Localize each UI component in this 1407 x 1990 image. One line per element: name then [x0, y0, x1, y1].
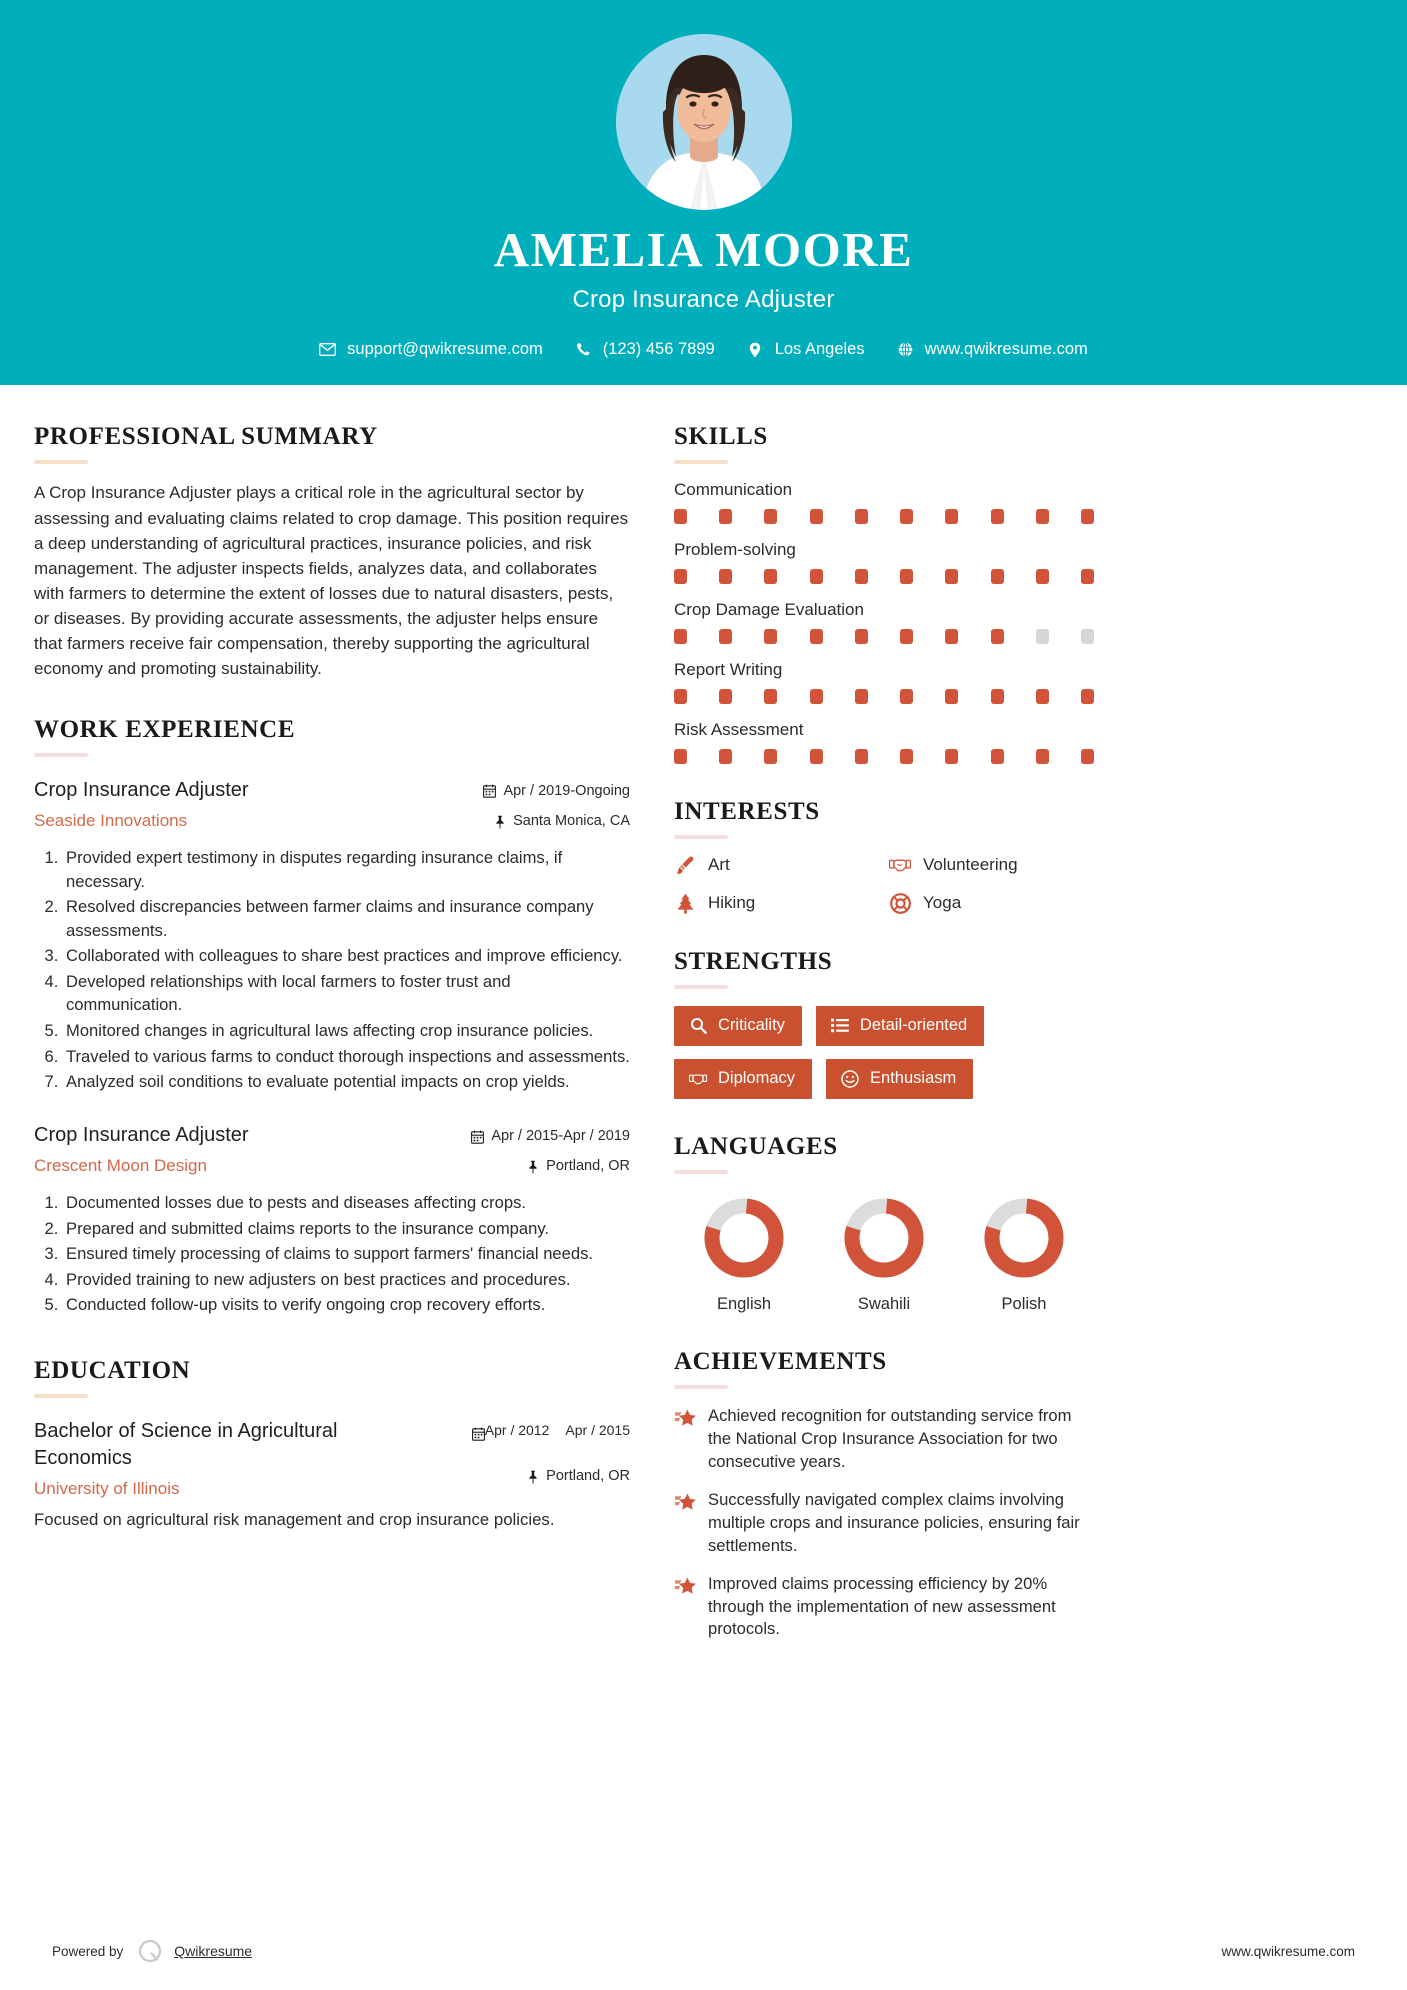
- language-label: Swahili: [857, 1295, 911, 1314]
- bullet-item: 5. Conducted follow-up visits to verify ongoing crop recovery efforts.: [63, 1293, 630, 1317]
- strength-chip-enthusiasm[interactable]: [826, 1059, 973, 1099]
- education-degree: Bachelor of Science in Agricultural Economics: [34, 1420, 338, 1470]
- strength-chip-diplomacy[interactable]: [674, 1059, 812, 1099]
- bullet-item: 1. Documented losses due to pests and diseases affecting crops.: [63, 1191, 630, 1215]
- contact-location-text: Los Angeles: [774, 340, 865, 359]
- achievement-item: [674, 1405, 1094, 1474]
- left-column: [34, 423, 630, 1914]
- education-heading: EDUCATION: [34, 1357, 191, 1385]
- star-badge-icon: [674, 1576, 696, 1598]
- education-location-text: Portland, OR: [546, 1468, 630, 1485]
- strengths-heading: STRENGTHS: [674, 948, 833, 976]
- section-achievements: [674, 1348, 1094, 1641]
- work-heading: WORK EXPERIENCE: [34, 715, 296, 743]
- strength-chip-criticality[interactable]: [674, 1006, 802, 1046]
- interest-label: Volunteering: [923, 855, 1018, 875]
- resume-header: [0, 0, 1407, 385]
- language-donut-chart: [964, 1194, 1084, 1282]
- bullet-item: 2. Prepared and submitted claims reports to the insurance company.: [63, 1217, 630, 1241]
- skill-label: Problem-solving: [674, 540, 796, 560]
- skill-item: [674, 600, 1094, 644]
- job-bullets: [34, 1191, 630, 1317]
- pushpin-icon: [493, 815, 506, 829]
- tree-icon: [674, 892, 696, 914]
- skill-rating-dots: [674, 509, 1094, 524]
- summary-text: A Crop Insurance Adjuster plays a critical role in the agricultural sector by assessing and evaluating claims related to crop damage. This position requires a deep understanding of agricultural practices, insurance policies, and risk management. The adjuster inspects fields, analyzes data, and collaborates with farmers to determine the extent of losses due to natural disasters, pests, or diseases. By providing accurate assessments, the adjuster helps ensure that farmers receive fair compensation, thereby supporting the agricultural economy and promoting sustainability.: [34, 483, 629, 679]
- skill-item: [674, 540, 1094, 584]
- skill-item: [674, 660, 1094, 704]
- skill-dot-filled: [810, 689, 823, 704]
- skill-dot-filled: [1036, 569, 1049, 584]
- skill-dot-filled: [810, 749, 823, 764]
- language-donut-chart: [684, 1194, 804, 1282]
- job-location: [415, 811, 630, 833]
- avatar-photo-icon: [616, 34, 792, 210]
- interest-item: [889, 892, 1094, 914]
- language-label: English: [716, 1295, 772, 1314]
- skill-dot-filled: [719, 569, 732, 584]
- skill-dot-filled: [991, 749, 1004, 764]
- skill-dot-filled: [855, 629, 868, 644]
- achievement-item: [674, 1489, 1094, 1558]
- skill-dot-filled: [674, 509, 687, 524]
- summary-heading: PROFESSIONAL SUMMARY: [34, 423, 378, 451]
- contact-website-text: www.qwikresume.com: [924, 340, 1088, 359]
- section-work-experience: [34, 716, 630, 1317]
- interest-label: Hiking: [708, 893, 756, 913]
- contact-location: [747, 340, 865, 359]
- skill-dot-filled: [719, 689, 732, 704]
- skill-dot-filled: [855, 689, 868, 704]
- skill-rating-dots: [674, 569, 1094, 584]
- job-title: Crop Insurance Adjuster: [34, 1123, 249, 1146]
- page-title: AMELIA MOORE: [493, 222, 914, 277]
- resume-body: [0, 385, 1407, 1914]
- interest-item: [889, 854, 1094, 876]
- qwikresume-logo-icon: [137, 1938, 163, 1964]
- skill-dot-filled: [855, 509, 868, 524]
- powered-by-label: Powered by: [52, 1943, 124, 1959]
- paintbrush-icon: [674, 854, 696, 876]
- skill-dot-filled: [855, 749, 868, 764]
- strength-label: Diplomacy: [718, 1069, 796, 1088]
- envelope-icon: [319, 341, 336, 358]
- language-item: [964, 1194, 1084, 1314]
- achievement-text: Successfully navigated complex claims involving multiple crops and insurance policies, ensuring fair settlements.: [708, 1490, 1080, 1555]
- skill-dot-filled: [945, 689, 958, 704]
- skill-label: Communication: [674, 480, 793, 500]
- job-dates: [415, 781, 630, 803]
- bullet-item: 4. Developed relationships with local farmers to foster trust and communication.: [63, 970, 630, 1017]
- skill-item: [674, 480, 1094, 524]
- skill-dot-filled: [991, 509, 1004, 524]
- skill-dot-filled: [900, 689, 913, 704]
- section-skills: [674, 423, 1094, 764]
- section-interests: [674, 798, 1094, 914]
- search-icon: [689, 1017, 707, 1035]
- skill-dot-filled: [674, 569, 687, 584]
- education-description: Focused on agricultural risk management and crop insurance policies.: [34, 1510, 555, 1530]
- section-languages: [674, 1133, 1094, 1314]
- job-location: [415, 1156, 630, 1178]
- skill-dot-filled: [991, 629, 1004, 644]
- job-dates: [415, 1126, 630, 1148]
- star-badge-icon: [674, 1408, 696, 1430]
- skill-dot-filled: [764, 749, 777, 764]
- skill-dot-filled: [719, 509, 732, 524]
- education-entry: [34, 1418, 630, 1532]
- language-donut-chart: [824, 1194, 944, 1282]
- skill-dot-filled: [810, 509, 823, 524]
- interest-label: Yoga: [923, 893, 962, 913]
- powered-by: [52, 1938, 252, 1964]
- bullet-item: 1. Provided expert testimony in disputes regarding insurance claims, if necessary.: [63, 846, 630, 893]
- bullet-item: 2. Resolved discrepancies between farmer claims and insurance company assessments.: [63, 895, 630, 942]
- work-entry: [34, 777, 630, 1094]
- strength-label: Detail-oriented: [859, 1016, 968, 1035]
- section-divider: [674, 460, 728, 464]
- skill-dot-filled: [900, 569, 913, 584]
- lifebuoy-icon: [889, 892, 911, 914]
- skill-rating-dots: [674, 629, 1094, 644]
- contact-website[interactable]: [897, 340, 1088, 359]
- skill-dot-filled: [719, 629, 732, 644]
- skill-dot-empty: [1081, 629, 1094, 644]
- interest-item: [674, 854, 879, 876]
- section-divider: [674, 835, 728, 839]
- section-strengths: [674, 948, 1094, 1099]
- footer-url[interactable]: www.qwikresume.com: [1221, 1943, 1355, 1959]
- interests-heading: INTERESTS: [674, 798, 820, 826]
- bullet-item: 3. Collaborated with colleagues to share best practices and improve efficiency.: [63, 944, 630, 968]
- star-badge-icon: [674, 1492, 696, 1514]
- education-school: University of Illinois: [34, 1479, 180, 1499]
- section-education: [34, 1357, 630, 1532]
- calendar-icon: [471, 1130, 484, 1144]
- resume-footer: [0, 1914, 1407, 1990]
- bullet-item: 5. Monitored changes in agricultural laws affecting crop insurance policies.: [63, 1019, 630, 1043]
- section-divider: [674, 985, 728, 989]
- education-date-start: Apr / 2012: [484, 1422, 550, 1439]
- skill-dot-filled: [945, 569, 958, 584]
- handshake-icon: [689, 1070, 707, 1088]
- skill-dot-filled: [1081, 569, 1094, 584]
- skill-dot-filled: [900, 509, 913, 524]
- skill-item: [674, 720, 1094, 764]
- calendar-icon: [472, 1427, 485, 1444]
- skill-dot-filled: [900, 749, 913, 764]
- job-bullets: [34, 846, 630, 1094]
- skill-rating-dots: [674, 689, 1094, 704]
- bullet-item: 7. Analyzed soil conditions to evaluate potential impacts on crop yields.: [63, 1070, 630, 1094]
- skill-dot-filled: [945, 509, 958, 524]
- section-divider: [34, 1394, 88, 1398]
- contact-email[interactable]: [319, 340, 543, 359]
- job-dates-text: Apr / 2015-Apr / 2019: [491, 1127, 630, 1144]
- job-role-subtitle: Crop Insurance Adjuster: [572, 286, 835, 314]
- skill-dot-filled: [764, 569, 777, 584]
- bullet-item: 3. Ensured timely processing of claims to support farmers' financial needs.: [63, 1242, 630, 1266]
- skill-rating-dots: [674, 749, 1094, 764]
- phone-icon: [575, 341, 592, 358]
- education-date-end: Apr / 2015: [565, 1422, 630, 1439]
- section-divider: [674, 1170, 728, 1174]
- language-item: [824, 1194, 944, 1314]
- bullet-item: 6. Traveled to various farms to conduct thorough inspections and assessments.: [63, 1045, 630, 1069]
- skill-dot-filled: [719, 749, 732, 764]
- skill-dot-filled: [1081, 509, 1094, 524]
- skill-dot-filled: [991, 569, 1004, 584]
- skill-dot-empty: [1036, 629, 1049, 644]
- skill-dot-filled: [945, 629, 958, 644]
- skill-label: Crop Damage Evaluation: [674, 600, 864, 620]
- job-title: Crop Insurance Adjuster: [34, 778, 249, 801]
- calendar-icon: [483, 784, 496, 798]
- strength-label: Criticality: [718, 1016, 785, 1035]
- achievement-text: Achieved recognition for outstanding service from the National Crop Insurance Association for two consecutive years.: [708, 1406, 1072, 1472]
- job-company: Seaside Innovations: [34, 810, 188, 830]
- language-label: Polish: [1001, 1295, 1047, 1314]
- interest-label: Art: [708, 855, 730, 875]
- skills-heading: SKILLS: [674, 423, 768, 451]
- job-location-text: Santa Monica, CA: [513, 813, 630, 830]
- globe-icon: [897, 341, 914, 358]
- work-entry: [34, 1122, 630, 1317]
- skill-dot-filled: [945, 749, 958, 764]
- pushpin-icon: [526, 1160, 539, 1174]
- contact-phone-text: (123) 456 7899: [602, 340, 715, 359]
- job-company: Crescent Moon Design: [34, 1155, 207, 1175]
- achievement-text: Improved claims processing efficiency by 20% through the implementation of new assessment protocols.: [708, 1573, 1056, 1639]
- skill-label: Risk Assessment: [674, 720, 804, 740]
- contact-bar: [0, 340, 1407, 359]
- skill-dot-filled: [1081, 689, 1094, 704]
- job-location-text: Portland, OR: [546, 1158, 630, 1175]
- avatar: [616, 34, 792, 210]
- skill-dot-filled: [900, 629, 913, 644]
- section-divider: [34, 460, 88, 464]
- bullet-item: 4. Provided training to new adjusters on best practices and procedures.: [63, 1268, 630, 1292]
- interest-item: [674, 892, 879, 914]
- section-divider: [674, 1385, 728, 1389]
- pushpin-icon: [526, 1470, 539, 1484]
- achievement-item: [674, 1573, 1094, 1642]
- education-location: [415, 1466, 630, 1488]
- handshake-icon: [889, 854, 911, 876]
- language-item: [684, 1194, 804, 1314]
- skill-dot-filled: [1081, 749, 1094, 764]
- skill-dot-filled: [1036, 749, 1049, 764]
- strength-chip-detail-oriented[interactable]: [816, 1006, 984, 1046]
- contact-phone[interactable]: [575, 340, 715, 359]
- skill-dot-filled: [674, 629, 687, 644]
- list-icon: [831, 1017, 849, 1035]
- education-dates: [415, 1422, 630, 1444]
- section-divider: [34, 753, 88, 757]
- smiley-icon: [841, 1070, 859, 1088]
- skill-dot-filled: [674, 749, 687, 764]
- right-column: [674, 423, 1094, 1914]
- contact-email-text: support@qwikresume.com: [347, 340, 543, 359]
- skill-dot-filled: [674, 689, 687, 704]
- skill-dot-filled: [855, 569, 868, 584]
- achievements-heading: ACHIEVEMENTS: [674, 1348, 887, 1376]
- skill-dot-filled: [764, 629, 777, 644]
- skill-dot-filled: [764, 509, 777, 524]
- skill-dot-filled: [991, 689, 1004, 704]
- skill-dot-filled: [764, 689, 777, 704]
- languages-heading: LANGUAGES: [674, 1133, 838, 1161]
- qwikresume-brand-link[interactable]: Qwikresume: [174, 1943, 253, 1959]
- section-professional-summary: [34, 423, 630, 681]
- skill-label: Report Writing: [674, 660, 783, 680]
- skill-dot-filled: [810, 629, 823, 644]
- map-pin-icon: [747, 341, 764, 358]
- skill-dot-filled: [1036, 689, 1049, 704]
- skill-dot-filled: [810, 569, 823, 584]
- skill-dot-filled: [1036, 509, 1049, 524]
- strength-label: Enthusiasm: [870, 1069, 957, 1088]
- job-dates-text: Apr / 2019-Ongoing: [503, 782, 630, 799]
